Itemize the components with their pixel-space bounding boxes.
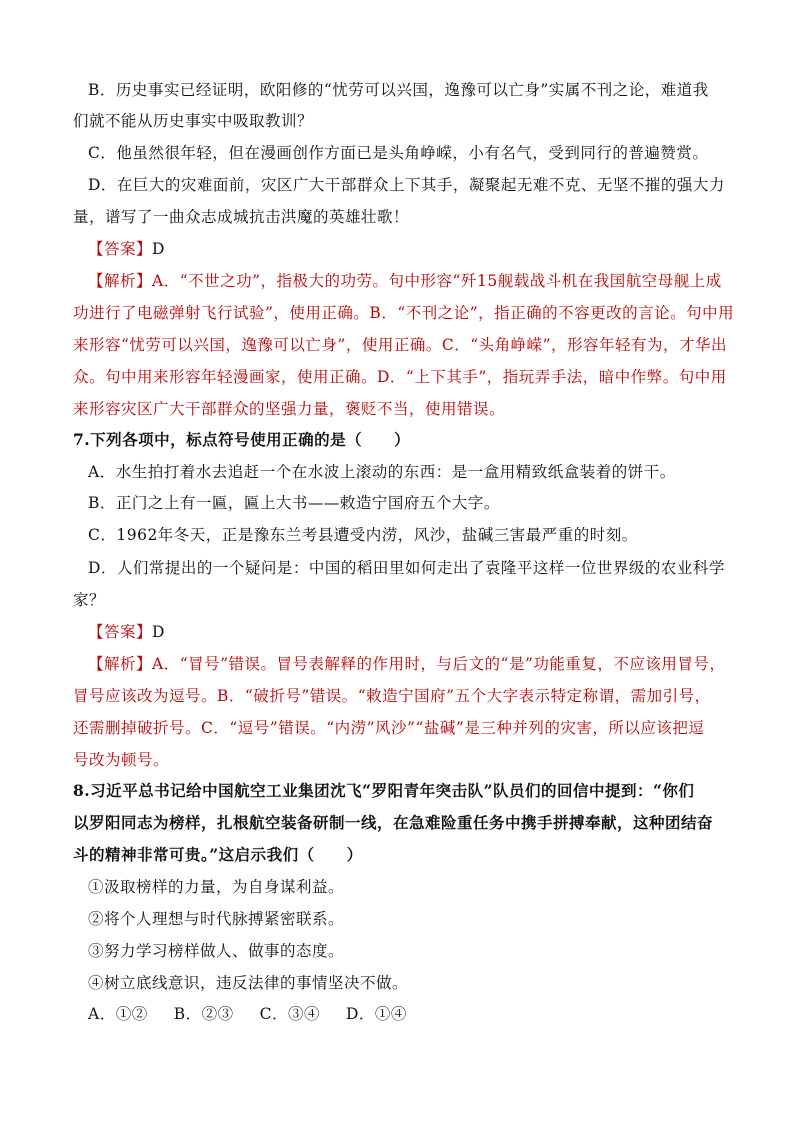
q6-option-d-line-2: 量，谱写了一曲众志成城抗击洪魔的英雄壮歌！ — [73, 208, 410, 226]
q7-analysis-line-3: 还需删掉破折号。C．“逗号”错误。“内涝”风沙”“盐碱”是三种并列的灾害，所以应该把逗 — [73, 719, 705, 737]
q6-answer — [88, 236, 748, 262]
q7-analysis-text-1: A．“冒号”错误。冒号表解释的作用时，与后文的“是”功能重复，不应该用冒号， — [152, 655, 726, 673]
q6-answer-value: D — [152, 240, 165, 258]
q6-answer-label: 【答案】 — [88, 240, 153, 258]
q7-answer-label: 【答案】 — [88, 623, 153, 641]
q8-choice-d: D．①④ — [345, 1005, 407, 1023]
q7-answer-value: D — [152, 623, 165, 641]
q7-analysis-label: 【解析】 — [88, 655, 153, 673]
q7-analysis-line-2: 冒号应该改为逗号。B．“破折号”错误。“敕造宁国府”五个大字表示特定称谓，需加引号， — [73, 687, 711, 705]
q7-option-c: C．1962年冬天，正是豫东兰考县遭受内涝，风沙，盐碱三害最严重的时刻。 — [88, 526, 638, 544]
q7-option-a: A．水生拍打着水去追赶一个在水波上滚动的东西：是一盒用精致纸盒装着的饼干。 — [88, 463, 676, 481]
q7-option-d-line-2: 家？ — [73, 591, 106, 609]
q8-choice-b: B．②③ — [173, 1005, 234, 1023]
q8-choices — [88, 1001, 748, 1027]
q8-item-4: ④树立底线意识，违反法律的事情坚决不做。 — [88, 974, 409, 992]
q8-choice-c: C．③④ — [259, 1005, 320, 1023]
q6-option-d-line-1: D．在巨大的灾难面前，灾区广大干部群众上下其手，凝聚起无难不克、无坚不摧的强大力 — [88, 176, 725, 194]
q6-analysis-text-1: A．“不世之功”，指极大的功劳。句中形容“歼15舰载战斗机在我国航空母舰上成 — [152, 272, 722, 290]
q7-stem: 7.下列各项中，标点符号使用正确的是（ ） — [73, 430, 411, 449]
q7-answer — [88, 619, 748, 645]
q8-stem-line-3: 斗的精神非常可贵。”这启示我们（ ） — [73, 845, 363, 864]
q8-item-1: ①汲取榜样的力量，为自身谋利益。 — [88, 878, 345, 896]
q8-stem-line-2: 以罗阳同志为榜样，扎根航空装备研制一线，在急难险重任务中携手拼搏奉献，这种团结奋 — [73, 813, 714, 832]
q7-option-b: B．正门之上有一匾，匾上大书——敕造宁国府五个大字。 — [88, 494, 500, 512]
q8-item-3: ③努力学习榜样做人、做事的态度。 — [88, 942, 345, 960]
q6-option-b-line-1: B．历史事实已经证明，欧阳修的“忧劳可以兴国，逸豫可以亡身”实属不刊之论，难道我 — [88, 81, 709, 99]
q6-analysis-line-4: 众。句中用来形容年轻漫画家，使用正确。D．“上下其手”，指玩弄手法，暗中作弊。句中用 — [73, 368, 727, 386]
q6-option-c: C．他虽然很年轻，但在漫画创作方面已是头角峥嵘，小有名气，受到同行的普遍赞赏。 — [88, 144, 709, 162]
q7-analysis-line-4: 号改为顿号。 — [73, 751, 170, 769]
q6-analysis-line-5: 来形容灾区广大干部群众的坚强力量，褒贬不当，使用错误。 — [73, 400, 506, 418]
q7-analysis-line-1 — [88, 651, 748, 677]
q6-analysis-line-1 — [88, 268, 748, 294]
q8-item-2: ②将个人理想与时代脉搏紧密联系。 — [88, 910, 345, 928]
q7-option-d-line-1: D．人们常提出的一个疑问是：中国的稻田里如何走出了袁隆平这样一位世界级的农业科学 — [88, 559, 725, 577]
q8-choice-a: A．①② — [88, 1005, 148, 1023]
q6-analysis-line-2: 功进行了电磁弹射飞行试验”，使用正确。B．“不刊之论”，指正确的不容更改的言论。句中用 — [73, 304, 735, 322]
q6-analysis-label: 【解析】 — [88, 272, 153, 290]
q8-stem-line-1: 8.习近平总书记给中国航空工业集团沈飞“罗阳青年突击队”队员们的回信中提到：“你们 — [73, 781, 695, 800]
q6-analysis-line-3: 来形容“忧劳可以兴国，逸豫可以亡身”，使用正确。C．“头角峥嵘”，形容年轻有为，才华出 — [73, 336, 728, 354]
q6-option-b-line-2: 们就不能从历史事实中吸取教训？ — [73, 112, 314, 130]
